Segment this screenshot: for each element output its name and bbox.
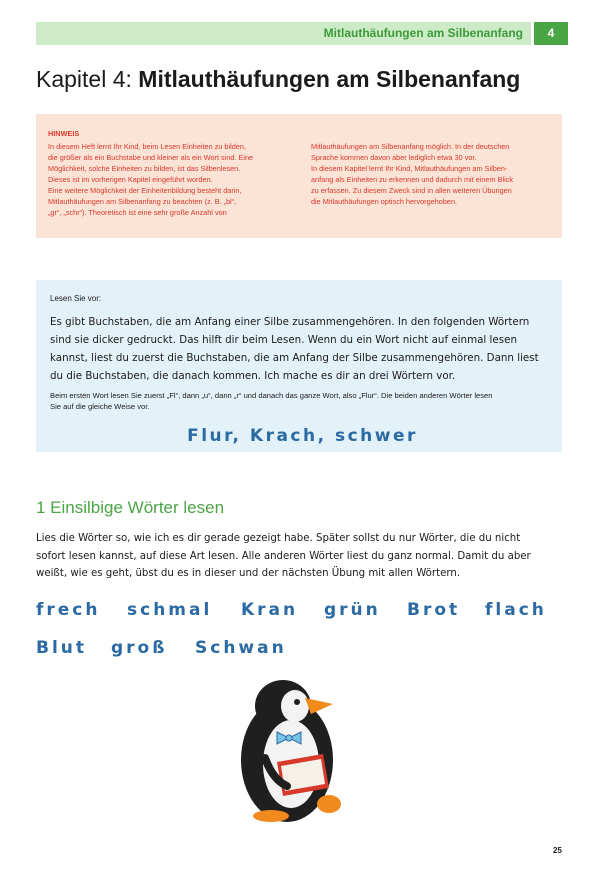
read-aloud-line: kannst, liest du zuerst die Buchstaben, die am Anfang der Silbe zusammengehören. Dann liest (50, 352, 539, 364)
hint-line: Mitlauthäufungen am Silbenanfang zu beachten (z. B. „bl“, (48, 197, 237, 206)
hint-column-left (48, 141, 287, 218)
chapter-number-badge: 4 (534, 22, 568, 45)
read-aloud-instruction (50, 390, 548, 412)
hint-column-right (311, 141, 550, 218)
header-section-title: Mitlauthäufungen am Silbenanfang (323, 26, 523, 40)
hint-line: Möglichkeit, solche Einheiten zu bilden, ist das Silbenlesen. (48, 164, 241, 173)
hint-line: anfang als Einheiten zu erkennen und dadurch mit einem Blick (311, 175, 514, 184)
example-words: Flur, Krach, schwer (187, 426, 418, 446)
practice-word: grün (324, 600, 381, 620)
read-aloud-text (50, 313, 548, 385)
hint-box (36, 114, 562, 238)
practice-word: Kran (241, 600, 299, 620)
read-aloud-line: sind sie dicker gedruckt. Das hilft dir beim Lesen. Wenn du ein Wort nicht auf einmal lesen (50, 334, 517, 346)
practice-word: Schwan (195, 638, 287, 658)
read-aloud-line: Es gibt Buchstaben, die am Anfang einer Silbe zusammengehören. In den folgenden Wörtern (50, 316, 530, 328)
chapter-title-prefix: Kapitel 4: (36, 66, 139, 92)
hint-label: HINWEIS (48, 129, 80, 138)
hint-line: Mitlauthäufungen am Silbenanfang möglich. In der deutschen (311, 142, 510, 151)
practice-word: groß (111, 638, 168, 658)
section-text-line: sofort lesen kannst, auf diese Art lesen. Alle anderen Wörter liest du ganz normal. Damit du aber (36, 550, 531, 562)
instruction-line: Beim ersten Wort lesen Sie zuerst „Fl“, dann „u“, dann „r“ und danach das ganze Wort, also „Flur“. Die beiden anderen Wörter lesen (50, 391, 493, 400)
practice-word: Blut (36, 638, 88, 658)
chapter-title-main: Mitlauthäufungen am Silbenanfang (138, 66, 521, 92)
practice-word: Brot (407, 600, 461, 620)
page-number: 25 (553, 846, 562, 855)
hint-line: zu erfassen. Zu diesem Zweck sind in allen weiteren Übungen (311, 186, 512, 195)
header-bar (36, 22, 531, 45)
read-aloud-line: du die Buchstaben, die danach kommen. Ich mache es dir an drei Wörtern vor. (50, 370, 456, 382)
section-text-line: weißt, wie es geht, übst du es in dieser und der nächsten Übung mit allen Wörtern. (36, 568, 461, 579)
hint-line: die Mitlauthäufungen optisch hervorgehoben. (311, 197, 458, 206)
instruction-line: Sie auf die gleiche Weise vor. (50, 402, 150, 411)
hint-line: Eine weitere Möglichkeit der Einheitenbildung besteht darin, (48, 186, 242, 195)
hint-line: Sprache kommen davon aber lediglich etwa 30 vor. (311, 153, 477, 162)
hint-line: die größer als ein Buchstabe und kleiner als ein Wort sind. Eine (48, 153, 254, 162)
hint-line: „gr“, „schr“). Theoretisch ist eine sehr große Anzahl von (48, 208, 227, 217)
hint-line: In diesem Heft lernt Ihr Kind, beim Lesen Einheiten zu bilden, (48, 142, 246, 151)
read-aloud-label: Lesen Sie vor: (50, 294, 102, 303)
practice-word: frech (36, 600, 101, 620)
chapter-title (36, 66, 520, 93)
practice-word: schmal (127, 600, 213, 620)
penguin-illustration (225, 676, 365, 830)
practice-word: flach (485, 600, 547, 620)
section-heading: 1 Einsilbige Wörter lesen (36, 498, 225, 517)
hint-line: Dieses ist im vorherigen Kapitel eingeführt worden. (48, 175, 213, 184)
section-text-line: Lies die Wörter so, wie ich es dir gerade gezeigt habe. Später sollst du nur Wörter, die du nicht (36, 533, 521, 544)
section-text (36, 530, 556, 583)
hint-line: In diesem Kapitel lernt Ihr Kind, Mitlauthäufungen am Silben- (311, 164, 508, 173)
